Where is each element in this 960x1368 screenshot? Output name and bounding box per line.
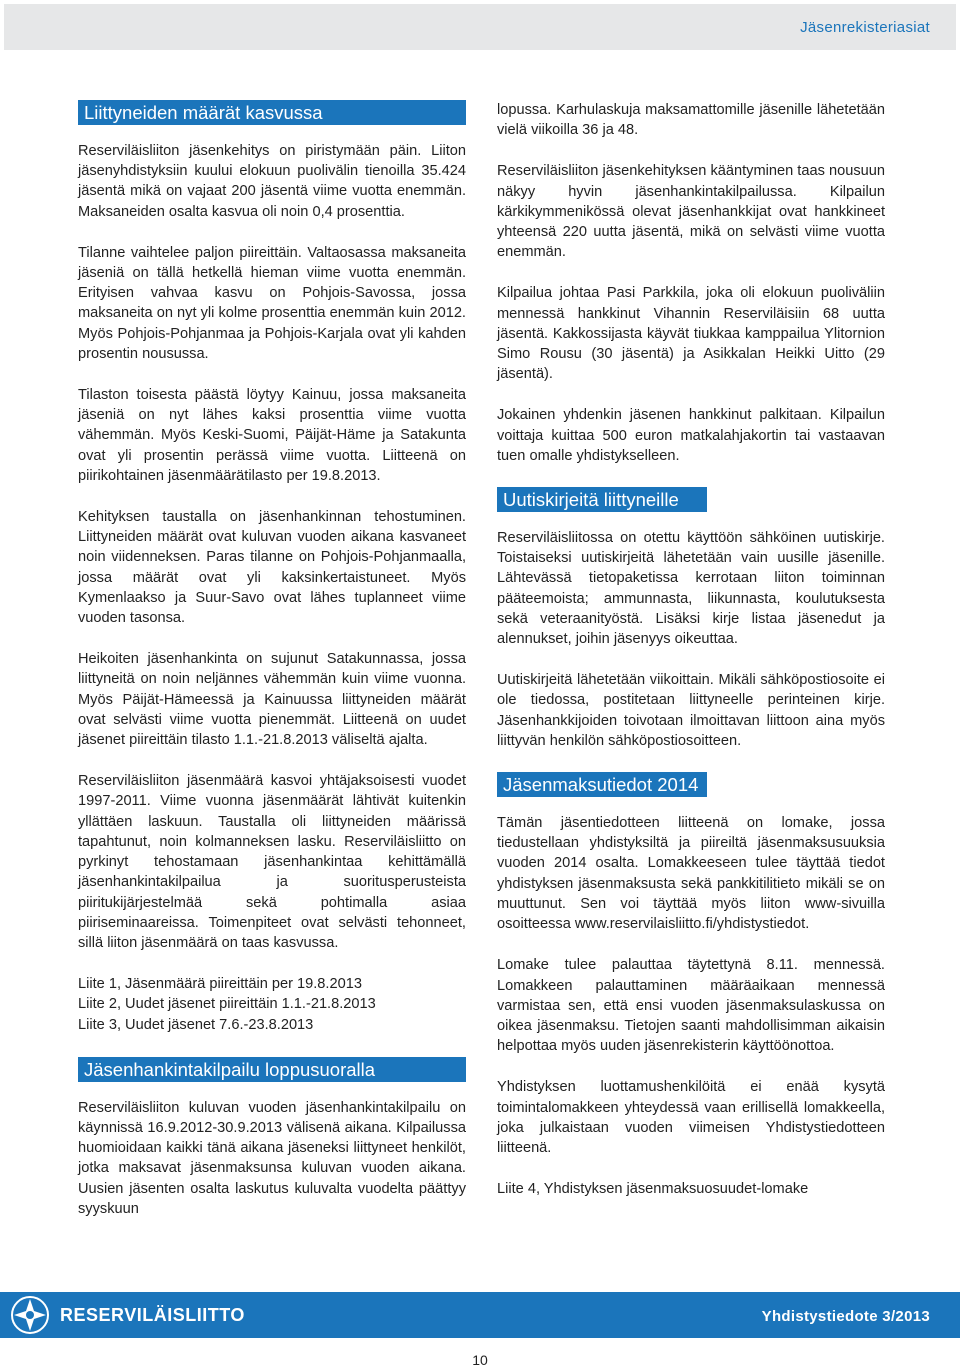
right-paragraph-2: Reserviläisliiton jäsenkehityksen kääntyminen taas nousuun näkyy hyvin jäsenhankintakilpailussa. Kilpailun kärkikymmenikössä olevat jäsenhankkijat ovat hankkineet yhteensä 220 uutta jäsentä, mikä on selvästi viime vuotta enemmän. bbox=[497, 163, 885, 261]
right-paragraph-3: Kilpailua johtaa Pasi Parkkila, joka oli elokuun puoliväliin mennessä hankkinut Vihannin Reserviläisiin 68 uutta jäsentä. Kakkossijasta käyvät tiukkaa kamppailua Ylitornion Simo Rousu (30 jäsentä) ja Asikkalan Heikki Uitto (29 jäsentä). bbox=[497, 285, 885, 383]
attachment-list bbox=[78, 974, 466, 1035]
heading-jasenhankintakilpailu: Jäsenhankintakilpailu loppusuoralla bbox=[78, 1057, 466, 1082]
left-column bbox=[78, 100, 466, 1240]
right-paragraph-6: Uutiskirjeitä lähetetään viikoittain. Mikäli sähköpostiosoite ei ole tiedossa, postitetaan liittyneelle perinteinen kirje. Jäsenhankkijoiden toivotaan ilmoittavan liittoon aina myös liittyvän henkilön sähköpostiosoitteen. bbox=[497, 672, 885, 749]
footer-bar bbox=[0, 1292, 960, 1338]
heading-jasenmaksutiedot: Jäsenmaksutiedot 2014 bbox=[497, 772, 707, 797]
right-column bbox=[497, 100, 885, 1199]
left-paragraph-4: Kehityksen taustalla on jäsenhankinnan tehostuminen. Liittyneiden määrät ovat kuluvan vuoden aikana kasvaneet noin viidenneksen. Paras tilanne on Pohjois-Pohjanmaalla, jossa määrät ovat yli kaksinkertaistuneet. Myös Kymenlaakso ja Suur-Savo ovat lähes tuplanneet viime vuoden tasonsa. bbox=[78, 509, 466, 627]
heading-liittyneiden: Liittyneiden määrät kasvussa bbox=[78, 100, 466, 125]
left-paragraph-1: Reserviläisliiton jäsenkehitys on piristymään päin. Liiton jäsenyhdistyksiin kuului elokuun puolivälin tienoilla 35.424 jäsentä mikä on vajaat 200 jäsentä viime vuotta enemmän. Maksaneiden osalta kasvua oli noin 0,4 prosenttia. bbox=[78, 143, 466, 220]
cross-emblem-icon bbox=[10, 1295, 50, 1335]
brand-name: RESERVILÄISLIITTO bbox=[60, 1305, 245, 1325]
attachment-1: Liite 1, Jäsenmäärä piireittäin per 19.8.2013 bbox=[78, 976, 362, 993]
right-paragraph-1: lopussa. Karhulaskuja maksamattomille jäsenille lähetetään vielä viikoilla 36 ja 48. bbox=[497, 102, 885, 139]
issue-label: Yhdistystiedote 3/2013 bbox=[761, 1308, 930, 1325]
left-paragraph-5: Heikoiten jäsenhankinta on sujunut Satakunnassa, jossa liittyneitä on noin neljännes vähemmän kuin viime vuonna. Myös Päijät-Hämeessä ja Kainuussa liittyneiden määrät ovat selvästi viime vuotta pienemmät. Liitteenä on uudet jäsenet piireittäin tilasto 1.1.-21.8.2013 väliseltä ajalta. bbox=[78, 651, 466, 749]
top-header-bar bbox=[4, 4, 956, 50]
right-paragraph-8: Lomake tulee palauttaa täytettynä 8.11. mennessä. Lomakkeen palauttaminen määräaikaan mennessä varmistaa sen, että ensi vuoden jäsenmaksulaskussa on oikea jäsenmaksu. Tietojen saanti mahdollisimman aikaisin helpottaa myös uuden jäsenrekisterin käyttöönottoa. bbox=[497, 957, 885, 1055]
right-paragraph-4: Jokainen yhdenkin jäsenen hankkinut palkitaan. Kilpailun voittaja kuittaa 500 euron matkalahjakortin tai vastaavan tuen omalle yhdistykselleen. bbox=[497, 407, 885, 464]
page-number: 10 bbox=[472, 1352, 488, 1368]
left-paragraph-7: Reserviläisliiton kuluvan vuoden jäsenhankintakilpailu on käynnissä 16.9.2012-30.9.2013 välisenä aikana. Kilpailussa huomioidaan kaikki tänä aikana jäseneksi liittyneet henkilöt, jotka maksavat jäsenmaksunsa kuluvan vuoden aikana. Uusien jäsenten osalta laskutus kuluvalta vuodelta päättyy syyskuun bbox=[78, 1099, 466, 1217]
attachment-2: Liite 2, Uudet jäsenet piireittäin 1.1.-21.8.2013 bbox=[78, 996, 376, 1013]
right-paragraph-7: Tämän jäsentiedotteen liitteenä on lomake, jossa tiedustellaan yhdistyksiltä ja piireiltä jäsenmaksusuuksia vuoden 2014 osalta. Lomakkeeseen tulee täyttää tiedot yhdistyksen jäsenmaksusta sekä pankkitilitieto mikäli se on muuttunut. Sen voi täyttää myös liiton www-sivuilla osoitteessa www.reservilaisliitto.fi/yhdistystiedot. bbox=[497, 815, 885, 933]
attachment-4: Liite 4, Yhdistyksen jäsenmaksuosuudet-lomake bbox=[497, 1181, 809, 1198]
right-paragraph-9: Yhdistyksen luottamushenkilöitä ei enää kysytä toimintalomakkeen yhteydessä vaan erillisellä lomakkeella, joka julkaistaan vuoden viimeisen Yhdistystiedotteen liitteenä. bbox=[497, 1079, 885, 1156]
right-paragraph-5: Reserviläisliitossa on otettu käyttöön sähköinen uutiskirje. Toistaiseksi uutiskirjeitä lähetetään vain uusille jäsenille. Lähtevässä tietopaketissa kerrotaan liiton toiminnan pääteemoista; ammunnasta, liikunnasta, koulutuksesta sekä veteraanityöstä. Lisäksi kirje listaa jäsenedut ja alennukset, joihin jäsenyys oikeuttaa. bbox=[497, 530, 885, 648]
left-paragraph-3: Tilaston toisesta päästä löytyy Kainuu, jossa maksaneita jäseniä on nyt lähes kaksi prosenttia viime vuotta vähemmän. Myös Keski-Suomi, Päijät-Häme ja Satakunta ovat yli prosentin perässä viime vuotta. Liitteenä on piirikohtainen jäsenmäärätilasto per 19.8.2013. bbox=[78, 387, 466, 484]
left-paragraph-6: Reserviläisliiton jäsenmäärä kasvoi yhtäjaksoisesti vuodet 1997-2011. Viime vuonna jäsenmäärät lähtivät kuitenkin yllättäen laskuun. Taustalla oli liittyneiden määrissä tapahtunut, noin kolmanneksen lasku. Reserviläisliitto on pyrkinyt tehostamaan jäsenhankintaa kehittämällä jäsenhankintakilpailua ja suoritusperusteista piiritukijärjestelmää sekä pohtimalla asiaa piiriseminaareissa. Toimenpiteet ovat selvästi tehonneet, sillä liiton jäsenmäärä on taas kasvussa. bbox=[78, 773, 466, 951]
left-paragraph-2: Tilanne vaihtelee paljon piireittäin. Valtaosassa maksaneita jäseniä on tällä hetkellä hieman viime vuotta enemmän. Erityisen vahvaa kasvu on Pohjois-Savossa, jossa maksaneita on nyt yli kolme prosenttia enemmän kuin 2012. Myös Pohjois-Pohjanmaa ja Pohjois-Karjala ovat yli kahden prosentin nousussa. bbox=[78, 244, 466, 362]
heading-uutiskirjeita: Uutiskirjeitä liittyneille bbox=[497, 487, 707, 512]
attachment-3: Liite 3, Uudet jäsenet 7.6.-23.8.2013 bbox=[78, 1016, 314, 1033]
section-title: Jäsenrekisteriasiat bbox=[800, 19, 930, 36]
